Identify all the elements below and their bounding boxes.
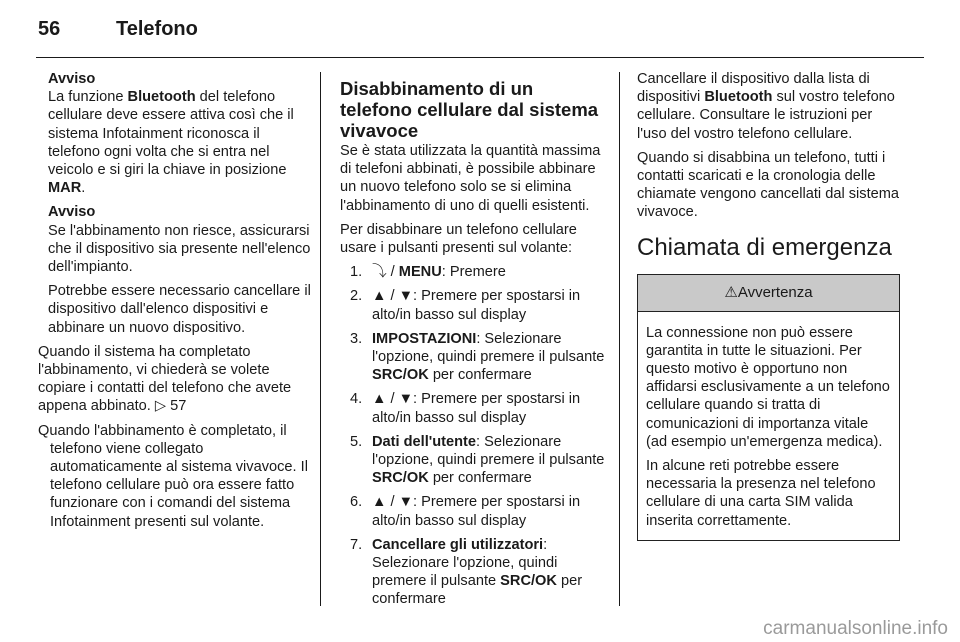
- warning-header: [638, 275, 899, 312]
- bold-text: Bluetooth: [127, 89, 196, 106]
- page-ref: 57: [166, 398, 187, 415]
- text: : Selezionare l'opzione, quindi premere il pulsante: [372, 330, 605, 366]
- bold-text: SRC/OK: [500, 573, 557, 590]
- text: ▲ / ▼: Premere per spostarsi in alto/in basso sul display: [372, 288, 581, 323]
- steps-list: [340, 263, 608, 608]
- list-item: [340, 433, 608, 488]
- text: ▲ / ▼: Premere per spostarsi in alto/in basso sul display: [372, 494, 581, 529]
- text: : Selezionare l'opzione, quindi premere il pulsante: [372, 433, 605, 469]
- list-item: [340, 330, 608, 385]
- warning-box: [637, 274, 900, 541]
- step-number: 7.: [350, 536, 363, 553]
- text: per confermare: [428, 470, 532, 487]
- bold-text: MAR: [48, 180, 82, 197]
- text: Cancellare il dispositivo dalla lista di dispositivi: [637, 71, 870, 106]
- bold-text: MENU: [398, 264, 442, 281]
- list-item: [340, 536, 608, 609]
- text: : Selezionare l'opzione, quindi premere il pulsante: [372, 536, 558, 590]
- bold-text: Bluetooth: [704, 89, 773, 106]
- column-1: [38, 70, 314, 537]
- page-header: [38, 18, 198, 41]
- paragraph: [38, 343, 314, 416]
- paragraph: [637, 70, 900, 143]
- list-item: [340, 390, 608, 426]
- list-item: [340, 263, 608, 281]
- paragraph: Quando si disabbina un telefono, tutti i contatti scaricati e la cronologia delle chiamate vengono cancellati dal sistema vivavoce.: [637, 149, 900, 221]
- paragraph: Se è stata utilizzata la quantità massima di telefoni abbinati, è possibile abbinare un nuovo telefono solo se si elimina l'abbinamento di uno di quelli esistenti.: [340, 143, 601, 214]
- paragraph: Quando l'abbinamento è completato, il telefono viene collegato automaticamente al sistema vivavoce. Il telefono cellulare può ora essere fatto funzionare con i comandi del sistema Infotainment presenti sul volante.: [38, 422, 308, 530]
- text: sul vostro telefono cellulare. Consultare le istruzioni per l'uso del vostro telefono cellulare.: [637, 89, 895, 142]
- text: Quando il sistema ha completato l'abbinamento, vi chiederà se volete copiare i contatti del telefono che avete appena abbinato.: [38, 343, 292, 415]
- call-end-icon: ⤵: [372, 264, 387, 281]
- text: La funzione: [48, 89, 128, 106]
- page-number: 56: [38, 18, 61, 40]
- text: per confermare: [428, 367, 532, 384]
- section-heading: Disabbinamento di un telefono cellulare dal sistema vivavoce: [340, 78, 599, 141]
- warning-text: La connessione non può essere garantita in tutte le situazioni. Per questo motivo è opportuno non affidarsi esclusivamente a un telefono cellulare quando si tratta di comunicazioni di importanza vitale (ad esempio un'emergenza medica).: [646, 324, 890, 450]
- note-text: Se l'abbinamento non riesce, assicurarsi che il dispositivo sia presente nell'elenco dell'impianto.: [48, 222, 311, 276]
- step-number: 5.: [350, 433, 363, 450]
- header-rule: [36, 57, 924, 58]
- column-divider: [619, 72, 620, 606]
- list-item: [340, 493, 608, 529]
- text: per confermare: [372, 573, 583, 608]
- bold-text: Cancellare gli utilizzatori: [372, 536, 544, 553]
- column-divider: [320, 72, 321, 606]
- step-number: 4.: [350, 391, 363, 408]
- watermark: carmanualsonline.info: [763, 618, 948, 639]
- list-item: [340, 287, 608, 323]
- column-3: [637, 70, 900, 541]
- bold-text: SRC/OK: [372, 470, 429, 487]
- warning-body: [638, 312, 899, 540]
- note-text: [48, 88, 314, 197]
- warning-title: Avvertenza: [737, 283, 813, 301]
- step-number: 1.: [350, 264, 363, 281]
- note-title: Avviso: [48, 204, 96, 221]
- page-title: Telefono: [116, 18, 198, 40]
- step-number: 2.: [350, 288, 363, 305]
- note-box: [38, 203, 314, 336]
- note-title: Avviso: [48, 71, 96, 87]
- text: /: [386, 264, 399, 281]
- section-heading: Chiamata di emergenza: [637, 233, 892, 261]
- page-ref-icon: ▷: [154, 398, 167, 415]
- step-number: 3.: [350, 330, 363, 347]
- note-text: Potrebbe essere necessario cancellare il dispositivo dall'elenco dispositivi e abbinare un nuovo dispositivo.: [48, 283, 311, 336]
- paragraph: Per disabbinare un telefono cellulare usare i pulsanti presenti sul volante:: [340, 221, 577, 257]
- warning-icon: ⚠: [724, 283, 738, 301]
- text: : Premere: [441, 264, 506, 281]
- column-2: [340, 78, 608, 615]
- bold-text: Dati dell'utente: [372, 433, 477, 450]
- warning-text: In alcune reti potrebbe essere necessaria la presenza nel telefono cellulare di una carta SIM valida inserita correttamente.: [646, 458, 876, 529]
- note-box: [38, 70, 314, 197]
- text: .: [81, 180, 86, 197]
- text: del telefono cellulare deve essere attiva così che il sistema Infotainment riconosca il telefono ogni volta che si entra nel veicolo e si giri la chiave in posizione: [48, 89, 294, 179]
- step-number: 6.: [350, 494, 363, 511]
- bold-text: SRC/OK: [372, 367, 429, 384]
- text: ▲ / ▼: Premere per spostarsi in alto/in basso sul display: [372, 391, 581, 426]
- bold-text: IMPOSTAZIONI: [372, 330, 477, 347]
